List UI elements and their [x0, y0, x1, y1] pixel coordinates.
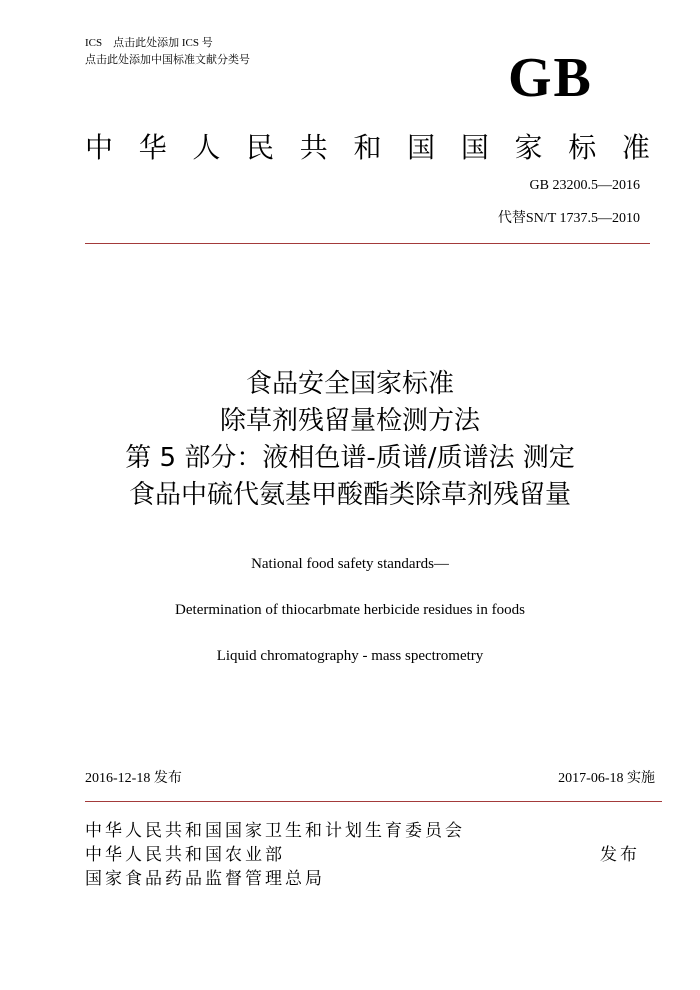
footer-divider — [85, 801, 662, 802]
national-standard-char: 国 — [460, 131, 489, 164]
national-standard-char: 国 — [407, 131, 436, 164]
national-standard-char: 和 — [353, 131, 382, 164]
issuer-line: 中华人民共和国国家卫生和计划生育委员会 — [85, 821, 465, 841]
issuer-line: 中华人民共和国农业部 — [85, 845, 285, 865]
gb-logo: GB — [508, 47, 593, 109]
issuer-line: 国家食品药品监督管理总局 — [85, 869, 325, 889]
title-line: 食品安全国家标准 — [245, 369, 454, 399]
issue-date: 2016-12-18 发布 — [85, 771, 182, 786]
national-standard-char: 民 — [246, 131, 275, 164]
national-standard-char: 人 — [192, 131, 221, 164]
english-title-line: Determination of thiocarbmate herbicide residues in foods — [175, 602, 525, 618]
publish-label: 发布 — [600, 845, 640, 865]
national-standard-char: 标 — [568, 131, 597, 164]
title-line: 除草剂残留量检测方法 — [219, 406, 480, 436]
national-standard-char: 共 — [299, 131, 328, 164]
national-standard-char: 准 — [621, 131, 650, 164]
ccs-line: 点击此处添加中国标准文献分类号 — [85, 53, 250, 66]
national-standard-char: 中 — [85, 131, 114, 164]
national-standard-char: 华 — [138, 131, 167, 164]
implementation-date: 2017-06-18 实施 — [558, 771, 655, 786]
standard-number: GB 23200.5—2016 — [529, 178, 640, 193]
national-standard-heading — [85, 128, 650, 168]
replaces-standard: 代替SN/T 1737.5—2010 — [497, 211, 640, 226]
title-line: 食品中硫代氨基甲酸酯类除草剂残留量 — [128, 480, 571, 510]
english-title-line: Liquid chromatography - mass spectrometry — [216, 648, 484, 664]
header-divider — [85, 243, 650, 244]
chinese-title — [0, 366, 700, 514]
ics-line: ICS 点击此处添加 ICS 号 — [85, 37, 213, 49]
title-line: 第 5 部分：液相色谱-质谱/质谱法 测定 — [125, 443, 575, 473]
national-standard-char: 家 — [514, 131, 543, 164]
english-title-line: National food safety standards— — [251, 556, 449, 572]
